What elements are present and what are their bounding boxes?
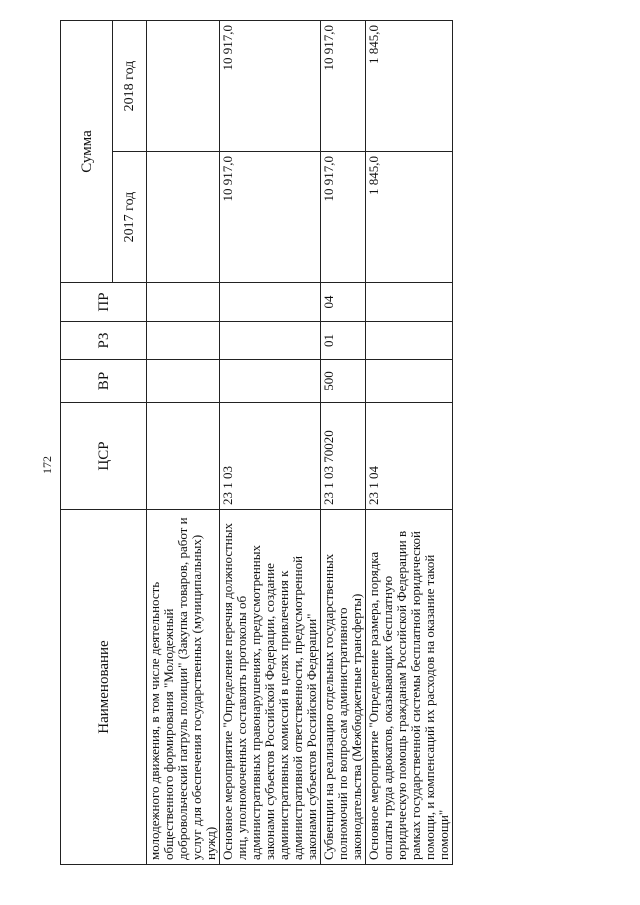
- row-name: Субвенции на реализацию отдельных государственных полномочий по вопросам административного законодательства (Межбюджетные трансферты): [321, 510, 366, 865]
- row-name: Основное мероприятие "Определение размера, порядка оплаты труда адвокатов, оказывающих бесплатную юридическую помощь гражданам Российской Федерации в рамках государственной системы бесплатной юридической помощи, и компенсаций их расходов на оказание такой помощи": [366, 510, 453, 865]
- row-csr: 23 1 03: [220, 403, 321, 510]
- row-2018: [147, 20, 220, 151]
- row-vr: [220, 360, 321, 403]
- budget-table: [60, 20, 453, 865]
- row-csr: 23 1 04: [366, 403, 453, 510]
- row-2017: 1 845,0: [366, 152, 453, 283]
- header-vr: ВР: [61, 360, 147, 403]
- row-pr: [220, 283, 321, 322]
- row-2017: 10 917,0: [321, 152, 366, 283]
- row-vr: [147, 360, 220, 403]
- row-pr: [366, 283, 453, 322]
- row-2017: [147, 152, 220, 283]
- row-rz: [366, 322, 453, 360]
- table-row: [321, 20, 366, 864]
- row-2017: 10 917,0: [220, 152, 321, 283]
- row-rz: 01: [321, 322, 366, 360]
- row-rz: [147, 322, 220, 360]
- row-vr: [366, 360, 453, 403]
- header-2018: 2018 год: [113, 20, 147, 151]
- header-name: Наименование: [61, 510, 147, 865]
- table-row: [147, 20, 220, 864]
- row-rz: [220, 322, 321, 360]
- table-row: [220, 20, 321, 864]
- row-vr: 500: [321, 360, 366, 403]
- row-2018: 10 917,0: [321, 20, 366, 151]
- row-pr: [147, 283, 220, 322]
- row-2018: 1 845,0: [366, 20, 453, 151]
- header-rz: РЗ: [61, 322, 147, 360]
- row-name: Основное мероприятие "Определение перечня должностных лиц, уполномоченных составлять протоколы об административных правонарушениях, предусмотренных законами субъектов Российской Федерации, создание административных комиссий в целях привлечения к административной ответственности, предусмотренной законами субъектов Российской Федерации": [220, 510, 321, 865]
- table-row: [366, 20, 453, 864]
- row-2018: 10 917,0: [220, 20, 321, 151]
- row-csr: [147, 403, 220, 510]
- header-csr: ЦСР: [61, 403, 147, 510]
- row-pr: 04: [321, 283, 366, 322]
- row-csr: 23 1 03 70020: [321, 403, 366, 510]
- page-number: 172: [40, 456, 54, 474]
- header-pr: ПР: [61, 283, 147, 322]
- header-2017: 2017 год: [113, 152, 147, 283]
- row-name: молодежного движения, в том числе деятельность общественного формирования "Молодежный добровольческий патруль полиции" (Закупка товаров, работ и услуг для обеспечения государственных (муниципальных) нужд): [147, 510, 220, 865]
- header-sum: Сумма: [61, 20, 113, 282]
